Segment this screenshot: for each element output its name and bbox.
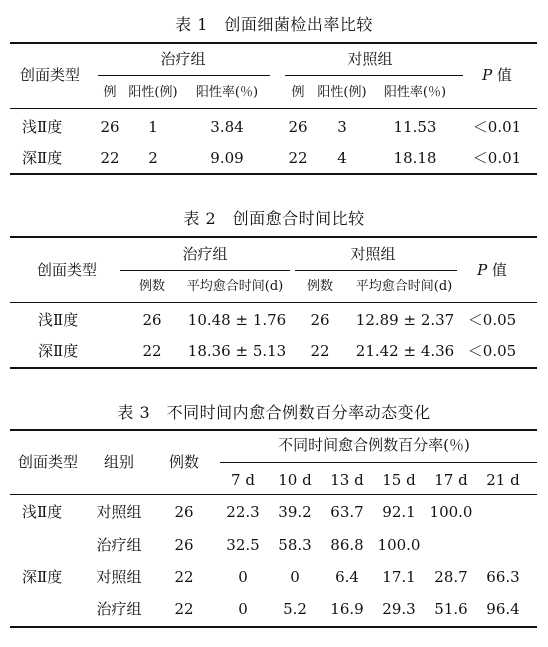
table-2-sub: 例数 (138, 279, 166, 294)
cell-type: 深Ⅱ度 (22, 568, 63, 586)
table-3-title: 表 3 不同时间内愈合例数百分率动态变化 (117, 403, 431, 422)
table-1-title: 表 1 创面细菌检出率比较 (175, 15, 373, 34)
table-1-head-rule (10, 108, 537, 109)
cell: 21.42 ± 4.36 (355, 342, 455, 360)
table-3-col-n: 例数 (168, 453, 200, 471)
table-3-top-rule (10, 429, 537, 431)
table-2-group-rule-ctrl (295, 270, 457, 271)
cell: 26 (142, 311, 162, 329)
table-1-group-treat: 治疗组 (160, 50, 206, 68)
cell: 6.4 (335, 568, 359, 586)
cell-group: 治疗组 (96, 600, 142, 618)
cell: 0 (290, 568, 300, 586)
cell: 5.2 (283, 600, 307, 618)
table-1-sub: 例 (103, 85, 117, 100)
table-1-sub: 阳性率(％) (195, 85, 259, 100)
cell: 0 (238, 568, 248, 586)
cell-p: ＜0.05 (467, 342, 517, 360)
table-1-p-header: P 值 (482, 66, 512, 84)
cell: 26 (174, 536, 194, 554)
cell: 26 (288, 118, 308, 136)
cell: 3 (337, 118, 347, 136)
table-1-bottom-rule (10, 173, 537, 175)
cell: 1 (148, 118, 158, 136)
cell-group: 治疗组 (96, 536, 142, 554)
cell-group: 对照组 (96, 503, 142, 521)
cell: 17.1 (382, 568, 416, 586)
cell: 22 (288, 149, 308, 167)
table-3-day: 13 d (330, 471, 364, 489)
cell-type: 深Ⅱ度 (22, 149, 63, 167)
table-2-sub: 例数 (306, 279, 334, 294)
cell-p: ＜0.01 (472, 118, 522, 136)
table-1-sub: 例 (291, 85, 305, 100)
table-3-col-group: 组别 (103, 453, 135, 471)
table-2-top-rule (10, 236, 537, 238)
cell-group: 对照组 (96, 568, 142, 586)
cell: 32.5 (226, 536, 260, 554)
cell-type: 深Ⅱ度 (38, 342, 79, 360)
table-3-span-header: 不同时间愈合例数百分率(％) (278, 436, 470, 454)
cell: 51.6 (434, 600, 468, 618)
cell: 86.8 (330, 536, 364, 554)
cell: 22 (100, 149, 120, 167)
cell: 18.18 (393, 149, 437, 167)
cell: 22 (142, 342, 162, 360)
cell: 4 (337, 149, 347, 167)
table-3-day: 21 d (486, 471, 520, 489)
table-3-day: 15 d (382, 471, 416, 489)
cell: 26 (174, 503, 194, 521)
cell: 22 (174, 600, 194, 618)
cell: 96.4 (486, 600, 520, 618)
cell: 58.3 (278, 536, 312, 554)
cell: 66.3 (486, 568, 520, 586)
table-1-group-rule-treat (98, 75, 270, 76)
cell: 28.7 (434, 568, 468, 586)
cell-type: 浅Ⅱ度 (22, 503, 63, 521)
cell: 9.09 (210, 149, 244, 167)
table-3-span-rule (220, 462, 537, 463)
table-3-day: 10 d (278, 471, 312, 489)
table-2-head-rule (10, 302, 537, 303)
table-1-sub: 阳性率(％) (383, 85, 447, 100)
cell-type: 浅Ⅱ度 (38, 311, 79, 329)
cell: 10.48 ± 1.76 (187, 311, 287, 329)
table-2-group-rule-treat (120, 270, 290, 271)
table-2-group-ctrl: 对照组 (350, 245, 396, 263)
table-1-col-type: 创面类型 (19, 66, 81, 84)
table-2-p-header: P 值 (477, 261, 507, 279)
table-1-group-rule-ctrl (285, 75, 463, 76)
cell: 3.84 (210, 118, 244, 136)
cell: 22 (310, 342, 330, 360)
table-2-sub: 平均愈合时间(d) (186, 279, 284, 294)
table-2-title: 表 2 创面愈合时间比较 (183, 209, 365, 228)
cell-type: 浅Ⅱ度 (22, 118, 63, 136)
cell: 18.36 ± 5.13 (187, 342, 287, 360)
cell: 39.2 (278, 503, 312, 521)
cell: 16.9 (330, 600, 364, 618)
table-2-group-treat: 治疗组 (182, 245, 228, 263)
table-3-head-rule (10, 494, 537, 495)
cell: 2 (148, 149, 158, 167)
cell: 11.53 (393, 118, 437, 136)
cell: 100.0 (377, 536, 421, 554)
table-3-day: 17 d (434, 471, 468, 489)
table-1-sub: 阳性(例) (317, 85, 367, 100)
table-3-day: 7 d (231, 471, 255, 489)
table-2-bottom-rule (10, 367, 537, 369)
cell: 63.7 (330, 503, 364, 521)
cell: 92.1 (382, 503, 416, 521)
table-1-top-rule (10, 42, 537, 44)
cell: 0 (238, 600, 248, 618)
cell: 100.0 (429, 503, 473, 521)
cell: 12.89 ± 2.37 (355, 311, 455, 329)
table-3-bottom-rule (10, 626, 537, 628)
table-2-col-type: 创面类型 (36, 261, 98, 279)
table-3-col-type: 创面类型 (17, 453, 79, 471)
table-1-group-ctrl: 对照组 (347, 50, 393, 68)
table-1-sub: 阳性(例) (128, 85, 178, 100)
cell: 26 (310, 311, 330, 329)
cell-p: ＜0.01 (472, 149, 522, 167)
cell: 22 (174, 568, 194, 586)
cell-p: ＜0.05 (467, 311, 517, 329)
cell: 22.3 (226, 503, 260, 521)
cell: 26 (100, 118, 120, 136)
table-2-sub: 平均愈合时间(d) (355, 279, 453, 294)
cell: 29.3 (382, 600, 416, 618)
